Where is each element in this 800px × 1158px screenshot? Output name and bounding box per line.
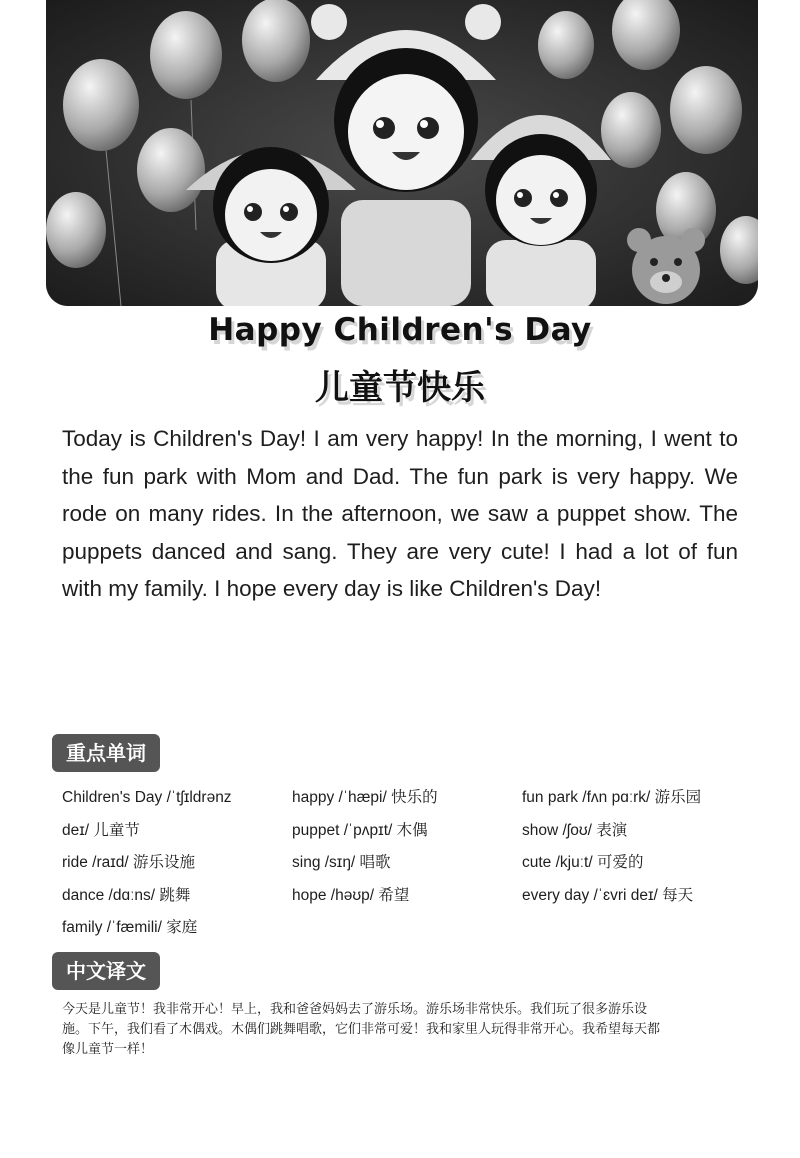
hero-illustration: [46, 0, 758, 306]
vocab-item: every day /ˈɛvri deɪ/ 每天: [522, 886, 694, 904]
vocab-item: happy /ˈhæpi/ 快乐的: [292, 789, 438, 806]
vocab-item: Children's Day /ˈtʃɪldrənz: [62, 789, 232, 806]
vocab-list: [62, 784, 762, 947]
translation-paragraph: 今天是儿童节！我非常开心！早上，我和爸爸妈妈去了游乐场。游乐场非常快乐。我们玩了很多游乐设施。下午，我们看了木偶戏。木偶们跳舞唱歌，它们非常可爱！我和家里人玩得非常开心。我希望每天都像儿童节一样！: [62, 1002, 661, 1057]
vocab-item: sing /sɪŋ/ 唱歌: [292, 854, 391, 871]
title-chinese: 儿童节快乐: [315, 368, 485, 408]
vocab-item: puppet /ˈpʌpɪt/ 木偶: [292, 821, 428, 839]
translation-heading: 中文译文: [52, 952, 160, 990]
vocab-item: family /ˈfæmili/ 家庭: [62, 919, 198, 936]
vocab-item: deɪ/ 儿童节: [62, 821, 140, 839]
children-balloons-illustration: [46, 0, 758, 306]
vocab-heading: 重点单词: [52, 734, 160, 772]
child-right: [471, 115, 611, 306]
vocab-item: dance /dɑːns/ 跳舞: [62, 886, 191, 904]
vocab-item: fun park /fʌn pɑːrk/ 游乐园: [522, 789, 702, 806]
vocab-item: hope /həʊp/ 希望: [292, 886, 410, 904]
vocab-item: show /ʃoʊ/ 表演: [522, 821, 628, 839]
vocab-item: cute /kjuːt/ 可爱的: [522, 854, 644, 871]
title-english: Happy Children's Day: [208, 312, 592, 348]
vocab-item: ride /raɪd/ 游乐设施: [62, 854, 195, 871]
story-paragraph: Today is Children's Day! I am very happy! In the morning, I went to the fun park with Mom and Dad. The fun park is very happy. We rode on many rides. In the afternoon, we saw a puppet show. The puppets danced and sang. They are very cute! I had a lot of fun with my family. I hope every day is like Children's Day!: [62, 426, 738, 601]
